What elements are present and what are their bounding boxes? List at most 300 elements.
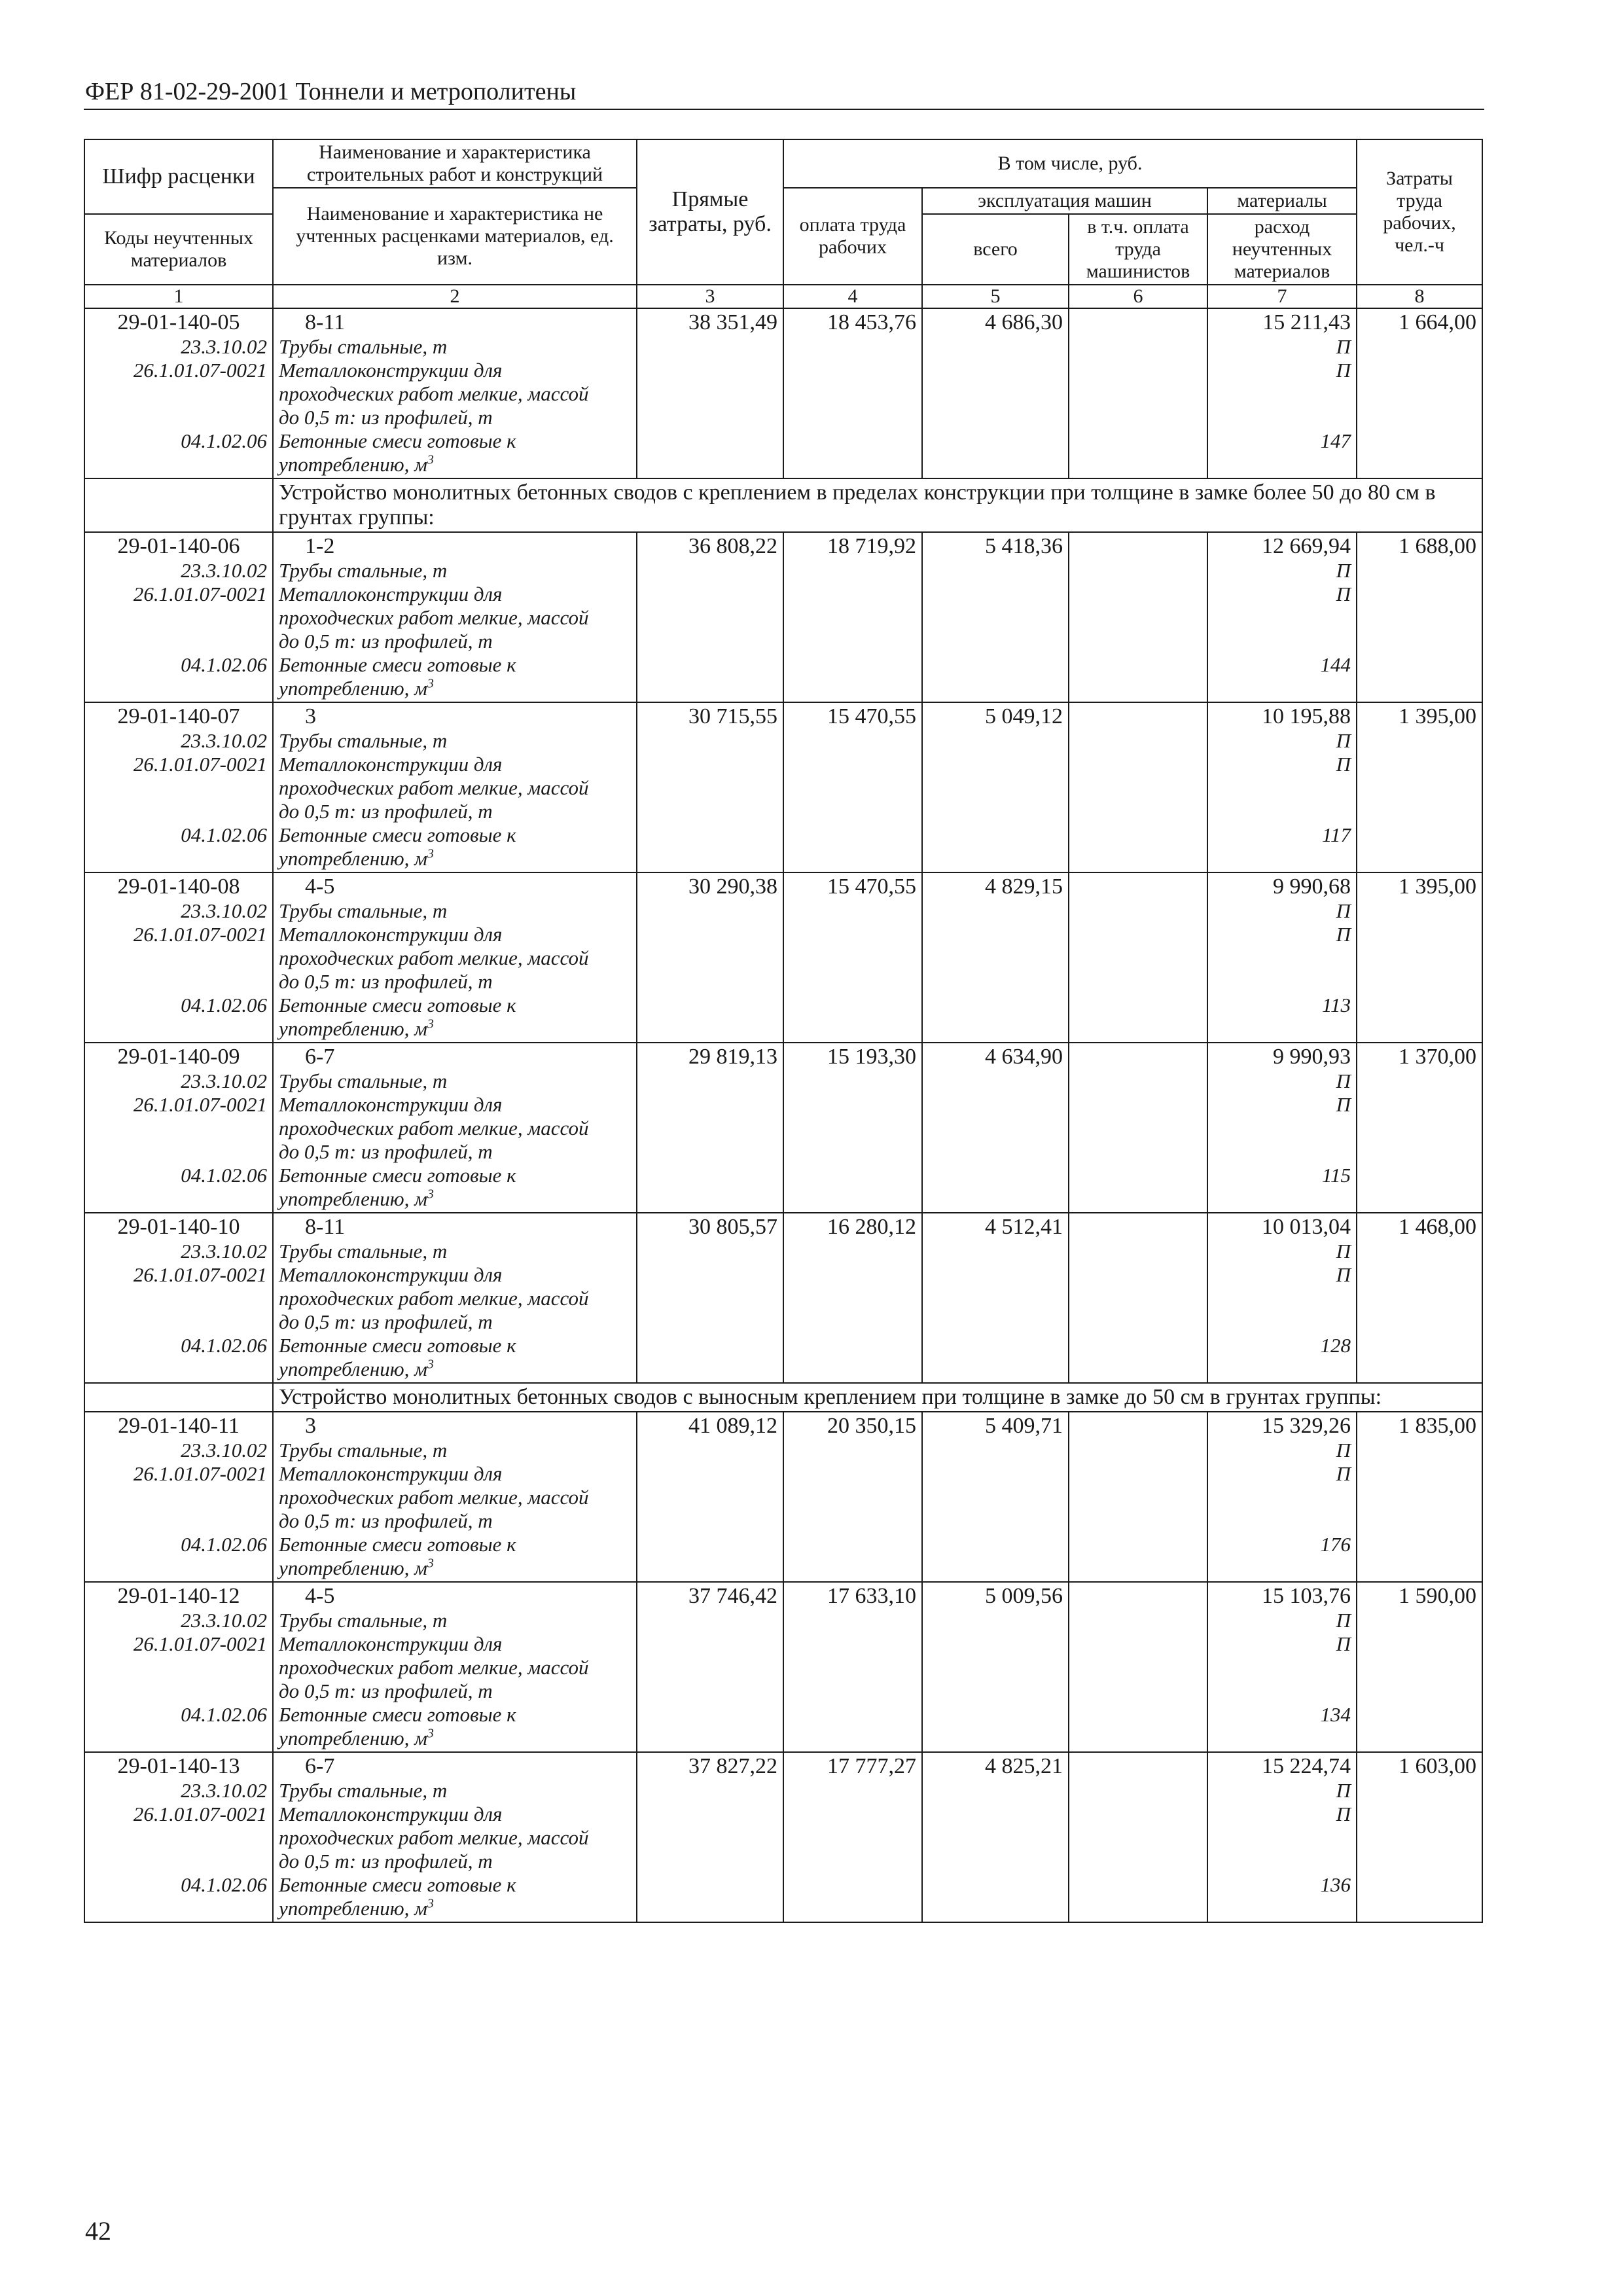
unit-superscript: 3 — [427, 1726, 434, 1741]
spacer — [90, 406, 267, 429]
material-code-concrete: 04.1.02.06 — [181, 1164, 267, 1187]
table-row — [84, 702, 1482, 872]
spacer — [90, 1850, 267, 1873]
material-use-pipes: П — [1336, 1609, 1351, 1632]
spacer — [1213, 1826, 1351, 1850]
material-name-concrete-1: Бетонные смеси готовые к — [279, 1873, 516, 1896]
material-name-concrete-text: употреблению, м — [279, 1897, 427, 1920]
unit-superscript: 3 — [427, 1896, 434, 1911]
material-name-concrete-text: употреблению, м — [279, 847, 427, 870]
material-code-steel: 26.1.01.07-0021 — [133, 1803, 267, 1825]
material-code-pipes: 23.3.10.02 — [181, 1609, 267, 1632]
spacer — [90, 630, 267, 653]
material-name-pipes: Трубы стальные, т — [279, 1240, 448, 1263]
spacer — [1213, 1486, 1351, 1509]
material-name-steel-3: до 0,5 т: из профилей, т — [279, 1679, 493, 1702]
materials-cell — [1207, 1582, 1357, 1752]
spacer — [90, 1357, 267, 1381]
machines-wages-cell — [1069, 532, 1207, 702]
material-use-steel: П — [1336, 583, 1351, 605]
table-row — [84, 1412, 1482, 1582]
wages-cell: 15 193,30 — [783, 1043, 922, 1213]
material-code-concrete: 04.1.02.06 — [181, 994, 267, 1016]
material-name-pipes: Трубы стальные, т — [279, 729, 448, 752]
material-name-steel-1: Металлоконструкции для — [279, 923, 503, 946]
spacer — [1213, 453, 1351, 476]
spacer — [1213, 1140, 1351, 1164]
material-code-steel: 26.1.01.07-0021 — [133, 1632, 267, 1655]
spacer — [1213, 382, 1351, 406]
material-use-steel: П — [1336, 1263, 1351, 1286]
rate-code: 29-01-140-13 — [117, 1754, 240, 1778]
variant-label: 4-5 — [305, 1584, 335, 1608]
materials-value: 15 103,76 — [1262, 1584, 1351, 1608]
labor-cell: 1 395,00 — [1357, 872, 1482, 1043]
machines-wages-cell — [1069, 1213, 1207, 1383]
name-cell — [273, 1213, 637, 1383]
material-use-steel: П — [1336, 1803, 1351, 1825]
material-use-steel: П — [1336, 1632, 1351, 1655]
spacer — [90, 1679, 267, 1703]
labor-cell: 1 688,00 — [1357, 532, 1482, 702]
material-name-steel-1: Металлоконструкции для — [279, 359, 503, 382]
header-including: В том числе, руб. — [783, 139, 1357, 188]
section-empty-cell — [84, 478, 273, 532]
direct-costs-cell: 37 827,22 — [637, 1752, 783, 1922]
name-cell — [273, 1582, 637, 1752]
wages-cell: 15 470,55 — [783, 872, 922, 1043]
material-code-concrete: 04.1.02.06 — [181, 1334, 267, 1357]
direct-costs-cell: 41 089,12 — [637, 1412, 783, 1582]
spacer — [1213, 970, 1351, 994]
spacer — [1213, 1850, 1351, 1873]
material-name-concrete-2 — [279, 1017, 631, 1041]
name-cell — [273, 1043, 637, 1213]
material-use-concrete: 147 — [1320, 429, 1351, 452]
material-name-steel-1: Металлоконструкции для — [279, 753, 503, 776]
table-row — [84, 1043, 1482, 1213]
unit-superscript: 3 — [427, 1016, 434, 1031]
material-use-concrete: 113 — [1321, 994, 1351, 1016]
spacer — [90, 1187, 267, 1211]
material-name-pipes: Трубы стальные, т — [279, 1069, 448, 1092]
code-cell — [84, 1213, 273, 1383]
code-cell — [84, 702, 273, 872]
spacer — [90, 1727, 267, 1750]
direct-costs-cell: 30 290,38 — [637, 872, 783, 1043]
machines-wages-cell — [1069, 702, 1207, 872]
spacer — [1213, 1727, 1351, 1750]
variant-label: 6-7 — [305, 1754, 335, 1778]
table-header — [84, 139, 1482, 308]
material-name-steel-2: проходческих работ мелкие, массой — [279, 1287, 589, 1310]
variant-label: 8-11 — [305, 310, 346, 334]
spacer — [90, 1897, 267, 1920]
material-code-steel: 26.1.01.07-0021 — [133, 583, 267, 605]
direct-costs-cell: 37 746,42 — [637, 1582, 783, 1752]
material-name-concrete-text: употреблению, м — [279, 453, 427, 476]
material-name-steel-1: Металлоконструкции для — [279, 1263, 503, 1286]
code-cell — [84, 1043, 273, 1213]
material-code-pipes: 23.3.10.02 — [181, 335, 267, 358]
material-name-concrete-text: употреблению, м — [279, 1017, 427, 1040]
table-row — [84, 532, 1482, 702]
material-name-concrete-1: Бетонные смеси готовые к — [279, 1334, 516, 1357]
material-name-concrete-2 — [279, 453, 631, 476]
wages-cell: 15 470,55 — [783, 702, 922, 872]
spacer — [1213, 1897, 1351, 1920]
header-materials: материалы — [1207, 188, 1357, 214]
material-use-steel: П — [1336, 1093, 1351, 1116]
direct-costs-cell: 30 805,57 — [637, 1213, 783, 1383]
material-use-steel: П — [1336, 753, 1351, 776]
material-code-steel: 26.1.01.07-0021 — [133, 1093, 267, 1116]
material-name-concrete-1: Бетонные смеси готовые к — [279, 1703, 516, 1726]
table-row — [84, 1582, 1482, 1752]
name-cell — [273, 308, 637, 478]
material-name-steel-3: до 0,5 т: из профилей, т — [279, 1509, 493, 1532]
labor-cell: 1 664,00 — [1357, 308, 1482, 478]
material-use-steel: П — [1336, 359, 1351, 382]
material-code-steel: 26.1.01.07-0021 — [133, 1263, 267, 1286]
material-name-concrete-2 — [279, 1727, 631, 1750]
materials-value: 10 195,88 — [1262, 704, 1351, 728]
table-row — [84, 1213, 1482, 1383]
material-name-steel-1: Металлоконструкции для — [279, 583, 503, 605]
section-empty-cell — [84, 1383, 273, 1412]
material-name-concrete-1: Бетонные смеси готовые к — [279, 653, 516, 676]
spacer — [90, 970, 267, 994]
machines-cell: 5 409,71 — [922, 1412, 1069, 1582]
header-machines-total: всего — [922, 214, 1069, 285]
labor-cell: 1 590,00 — [1357, 1582, 1482, 1752]
material-code-steel: 26.1.01.07-0021 — [133, 1462, 267, 1485]
spacer — [1213, 1656, 1351, 1679]
material-use-steel: П — [1336, 923, 1351, 946]
materials-cell — [1207, 532, 1357, 702]
spacer — [90, 1140, 267, 1164]
code-cell — [84, 872, 273, 1043]
column-number: 3 — [637, 285, 783, 308]
material-use-steel: П — [1336, 1462, 1351, 1485]
wages-cell: 18 719,92 — [783, 532, 922, 702]
material-code-concrete: 04.1.02.06 — [181, 1703, 267, 1726]
machines-wages-cell — [1069, 1752, 1207, 1922]
variant-label: 4-5 — [305, 874, 335, 899]
unit-superscript: 3 — [427, 1357, 434, 1372]
spacer — [1213, 847, 1351, 870]
material-name-concrete-text: употреблению, м — [279, 1727, 427, 1749]
direct-costs-cell: 36 808,22 — [637, 532, 783, 702]
material-name-concrete-1: Бетонные смеси готовые к — [279, 429, 516, 452]
material-name-steel-3: до 0,5 т: из профилей, т — [279, 1140, 493, 1163]
materials-cell — [1207, 1213, 1357, 1383]
material-name-steel-2: проходческих работ мелкие, массой — [279, 382, 589, 405]
material-name-steel-1: Металлоконструкции для — [279, 1462, 503, 1485]
material-name-pipes: Трубы стальные, т — [279, 559, 448, 582]
spacer — [1213, 1556, 1351, 1580]
code-cell — [84, 1582, 273, 1752]
table-row — [84, 1752, 1482, 1922]
wages-cell: 17 777,27 — [783, 1752, 922, 1922]
material-name-concrete-text: употреблению, м — [279, 1556, 427, 1579]
materials-cell — [1207, 872, 1357, 1043]
code-cell — [84, 532, 273, 702]
column-number: 2 — [273, 285, 637, 308]
spacer — [90, 677, 267, 700]
spacer — [90, 946, 267, 970]
name-cell — [273, 702, 637, 872]
header-code-materials: Коды неучтенных материалов — [84, 214, 273, 285]
spacer — [90, 847, 267, 870]
rate-code: 29-01-140-07 — [117, 704, 240, 728]
spacer — [1213, 1509, 1351, 1533]
code-cell — [84, 1412, 273, 1582]
wages-cell: 18 453,76 — [783, 308, 922, 478]
machines-wages-cell — [1069, 308, 1207, 478]
direct-costs-cell: 29 819,13 — [637, 1043, 783, 1213]
rate-code: 29-01-140-06 — [117, 534, 240, 558]
machines-cell: 4 829,15 — [922, 872, 1069, 1043]
unit-superscript: 3 — [427, 1187, 434, 1202]
header-labor: Затраты труда рабочих, чел.-ч — [1357, 139, 1482, 285]
material-name-steel-2: проходческих работ мелкие, массой — [279, 1826, 589, 1849]
material-name-steel-2: проходческих работ мелкие, массой — [279, 1486, 589, 1509]
material-code-concrete: 04.1.02.06 — [181, 1873, 267, 1896]
spacer — [90, 382, 267, 406]
material-name-concrete-2 — [279, 1897, 631, 1920]
spacer — [90, 453, 267, 476]
spacer — [1213, 406, 1351, 429]
table-row — [84, 308, 1482, 478]
labor-cell: 1 603,00 — [1357, 1752, 1482, 1922]
material-name-steel-1: Металлоконструкции для — [279, 1803, 503, 1825]
page-header: ФЕР 81-02-29-2001 Тоннели и метрополитены — [85, 78, 577, 105]
material-use-concrete: 144 — [1320, 653, 1351, 676]
spacer — [90, 800, 267, 823]
spacer — [1213, 946, 1351, 970]
material-code-pipes: 23.3.10.02 — [181, 1779, 267, 1802]
material-name-steel-2: проходческих работ мелкие, массой — [279, 776, 589, 799]
spacer — [90, 1826, 267, 1850]
material-use-pipes: П — [1336, 899, 1351, 922]
materials-value: 9 990,68 — [1273, 874, 1351, 899]
spacer — [90, 606, 267, 630]
material-use-pipes: П — [1336, 1779, 1351, 1802]
material-name-steel-2: проходческих работ мелкие, массой — [279, 1117, 589, 1139]
variant-label: 6-7 — [305, 1045, 335, 1069]
name-cell — [273, 1412, 637, 1582]
material-name-concrete-text: употреблению, м — [279, 677, 427, 700]
rate-code: 29-01-140-12 — [117, 1584, 240, 1608]
machines-cell: 5 049,12 — [922, 702, 1069, 872]
variant-label: 8-11 — [305, 1215, 346, 1239]
rates-table — [84, 139, 1483, 1923]
material-name-steel-3: до 0,5 т: из профилей, т — [279, 800, 493, 823]
material-use-concrete: 115 — [1321, 1164, 1351, 1187]
materials-value: 10 013,04 — [1262, 1215, 1351, 1239]
material-name-concrete-text: употреблению, м — [279, 1357, 427, 1380]
material-code-pipes: 23.3.10.02 — [181, 1240, 267, 1263]
header-machines-wages: в т.ч. оплата труда машинистов — [1069, 214, 1207, 285]
materials-cell — [1207, 1412, 1357, 1582]
header-name-works: Наименование и характеристика строительных работ и конструкций — [273, 139, 637, 188]
column-number: 4 — [783, 285, 922, 308]
material-name-concrete-1: Бетонные смеси готовые к — [279, 1533, 516, 1556]
material-name-concrete-2 — [279, 677, 631, 700]
material-code-pipes: 23.3.10.02 — [181, 1069, 267, 1092]
direct-costs-cell: 38 351,49 — [637, 308, 783, 478]
materials-value: 15 329,26 — [1262, 1414, 1351, 1438]
labor-cell: 1 835,00 — [1357, 1412, 1482, 1582]
section-row — [84, 478, 1482, 532]
material-code-pipes: 23.3.10.02 — [181, 1439, 267, 1462]
direct-costs-cell: 30 715,55 — [637, 702, 783, 872]
material-name-steel-1: Металлоконструкции для — [279, 1093, 503, 1116]
spacer — [1213, 1310, 1351, 1334]
machines-cell: 5 418,36 — [922, 532, 1069, 702]
materials-value: 15 224,74 — [1262, 1754, 1351, 1778]
name-cell — [273, 1752, 637, 1922]
labor-cell: 1 370,00 — [1357, 1043, 1482, 1213]
materials-cell — [1207, 702, 1357, 872]
header-direct-costs: Прямые затраты, руб. — [637, 139, 783, 285]
material-code-concrete: 04.1.02.06 — [181, 1533, 267, 1556]
materials-value: 15 211,43 — [1262, 310, 1351, 334]
material-code-concrete: 04.1.02.06 — [181, 653, 267, 676]
header-machines: эксплуатация машин — [922, 188, 1207, 214]
column-numbers-row — [84, 285, 1482, 308]
materials-cell — [1207, 308, 1357, 478]
machines-wages-cell — [1069, 1412, 1207, 1582]
material-use-pipes: П — [1336, 335, 1351, 358]
machines-cell: 4 686,30 — [922, 308, 1069, 478]
column-number: 8 — [1357, 285, 1482, 308]
unit-superscript: 3 — [427, 1556, 434, 1571]
variant-label: 3 — [305, 1414, 316, 1438]
material-name-pipes: Трубы стальные, т — [279, 1779, 448, 1802]
unit-superscript: 3 — [427, 676, 434, 691]
material-code-steel: 26.1.01.07-0021 — [133, 753, 267, 776]
machines-cell: 4 512,41 — [922, 1213, 1069, 1383]
spacer — [1213, 1679, 1351, 1703]
material-use-pipes: П — [1336, 1069, 1351, 1092]
spacer — [90, 1486, 267, 1509]
header-code-rate: Шифр расценки — [84, 139, 273, 214]
section-title: Устройство монолитных бетонных сводов с выносным креплением при толщине в замке до 50 см в грунтах группы: — [273, 1383, 1482, 1412]
spacer — [1213, 630, 1351, 653]
header-name-materials: Наименование и характеристика не учтенных расценками материалов, ед. изм. — [273, 188, 637, 285]
variant-label: 3 — [305, 704, 316, 728]
material-name-steel-2: проходческих работ мелкие, массой — [279, 1656, 589, 1679]
material-name-concrete-1: Бетонные смеси готовые к — [279, 1164, 516, 1187]
spacer — [90, 1017, 267, 1041]
material-code-steel: 26.1.01.07-0021 — [133, 359, 267, 382]
wages-cell: 16 280,12 — [783, 1213, 922, 1383]
materials-cell — [1207, 1043, 1357, 1213]
material-use-concrete: 128 — [1320, 1334, 1351, 1357]
rate-code: 29-01-140-09 — [117, 1045, 240, 1069]
section-title: Устройство монолитных бетонных сводов с креплением в пределах конструкции при толщине в замке более 50 до 80 см в грунтах группы: — [273, 478, 1482, 532]
materials-value: 12 669,94 — [1262, 534, 1351, 558]
machines-wages-cell — [1069, 1582, 1207, 1752]
spacer — [90, 1310, 267, 1334]
material-name-steel-3: до 0,5 т: из профилей, т — [279, 1850, 493, 1873]
machines-wages-cell — [1069, 872, 1207, 1043]
column-number: 1 — [84, 285, 273, 308]
material-name-concrete-1: Бетонные смеси готовые к — [279, 823, 516, 846]
spacer — [1213, 677, 1351, 700]
rate-code: 29-01-140-08 — [117, 874, 240, 899]
spacer — [1213, 1287, 1351, 1310]
material-name-steel-3: до 0,5 т: из профилей, т — [279, 970, 493, 993]
material-name-pipes: Трубы стальные, т — [279, 1609, 448, 1632]
machines-cell: 4 634,90 — [922, 1043, 1069, 1213]
spacer — [90, 1556, 267, 1580]
material-code-concrete: 04.1.02.06 — [181, 823, 267, 846]
material-name-steel-2: проходческих работ мелкие, массой — [279, 606, 589, 629]
material-code-concrete: 04.1.02.06 — [181, 429, 267, 452]
material-name-pipes: Трубы стальные, т — [279, 1439, 448, 1462]
name-cell — [273, 872, 637, 1043]
spacer — [1213, 1017, 1351, 1041]
header-rule — [84, 109, 1484, 110]
table-row — [84, 872, 1482, 1043]
wages-cell: 20 350,15 — [783, 1412, 922, 1582]
spacer — [1213, 800, 1351, 823]
material-name-concrete-2 — [279, 1187, 631, 1211]
wages-cell: 17 633,10 — [783, 1582, 922, 1752]
name-cell — [273, 532, 637, 702]
material-code-pipes: 23.3.10.02 — [181, 899, 267, 922]
machines-cell: 5 009,56 — [922, 1582, 1069, 1752]
material-name-steel-1: Металлоконструкции для — [279, 1632, 503, 1655]
rate-code: 29-01-140-05 — [117, 310, 240, 334]
material-use-pipes: П — [1336, 1439, 1351, 1462]
material-use-pipes: П — [1336, 559, 1351, 582]
material-name-concrete-text: употреблению, м — [279, 1187, 427, 1210]
material-name-steel-2: проходческих работ мелкие, массой — [279, 946, 589, 969]
material-name-steel-3: до 0,5 т: из профилей, т — [279, 406, 493, 429]
machines-cell: 4 825,21 — [922, 1752, 1069, 1922]
material-use-concrete: 136 — [1320, 1873, 1351, 1896]
spacer — [1213, 1357, 1351, 1381]
labor-cell: 1 395,00 — [1357, 702, 1482, 872]
code-cell — [84, 308, 273, 478]
material-name-pipes: Трубы стальные, т — [279, 899, 448, 922]
spacer — [90, 1117, 267, 1140]
code-cell — [84, 1752, 273, 1922]
material-name-steel-3: до 0,5 т: из профилей, т — [279, 1310, 493, 1333]
spacer — [1213, 606, 1351, 630]
material-use-pipes: П — [1336, 1240, 1351, 1263]
material-code-pipes: 23.3.10.02 — [181, 729, 267, 752]
material-name-concrete-1: Бетонные смеси готовые к — [279, 994, 516, 1016]
material-name-pipes: Трубы стальные, т — [279, 335, 448, 358]
material-use-pipes: П — [1336, 729, 1351, 752]
variant-label: 1-2 — [305, 534, 335, 558]
header-materials-use: расход неучтенных материалов — [1207, 214, 1357, 285]
material-name-concrete-2 — [279, 1357, 631, 1381]
spacer — [90, 1656, 267, 1679]
labor-cell: 1 468,00 — [1357, 1213, 1482, 1383]
material-name-concrete-2 — [279, 1556, 631, 1580]
spacer — [1213, 1117, 1351, 1140]
materials-cell — [1207, 1752, 1357, 1922]
material-code-steel: 26.1.01.07-0021 — [133, 923, 267, 946]
spacer — [90, 776, 267, 800]
machines-wages-cell — [1069, 1043, 1207, 1213]
